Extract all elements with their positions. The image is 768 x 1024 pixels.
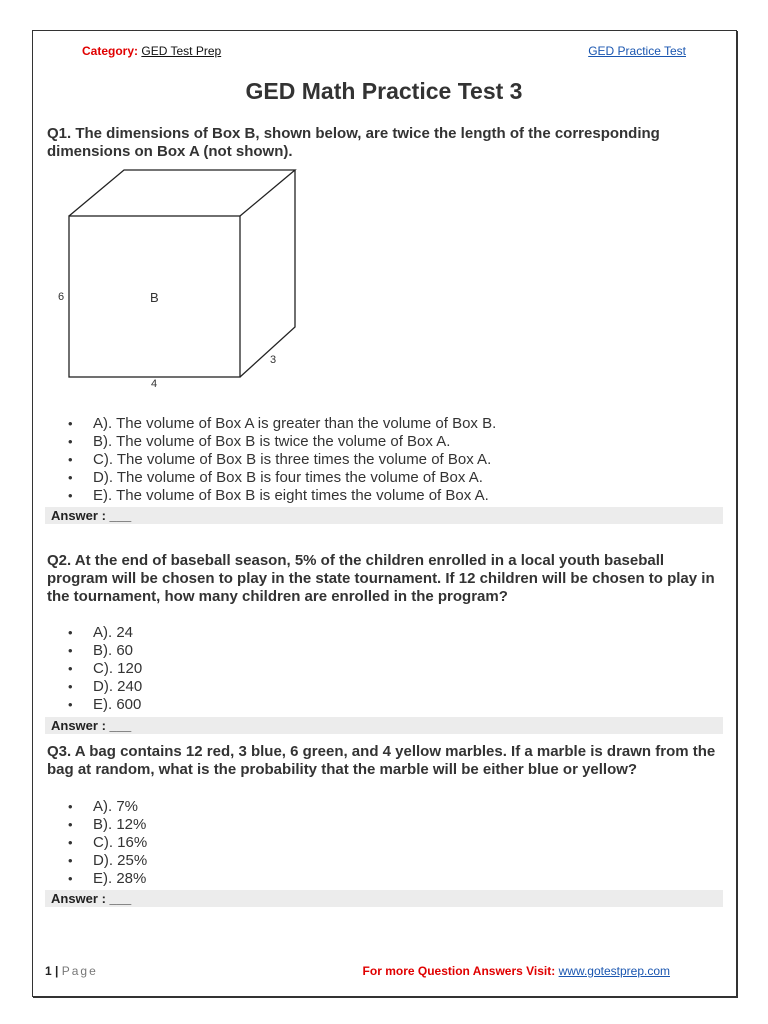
page-footer-number: [45, 964, 98, 978]
option-b: • B). 60: [68, 642, 142, 660]
option-d: • D). 25%: [68, 852, 147, 870]
option-e: • E). 28%: [68, 870, 147, 888]
answer-label: Answer : ___: [51, 891, 132, 906]
option-b: • B). 12%: [68, 816, 147, 834]
option-e: • E). 600: [68, 696, 142, 714]
page-word: Page: [61, 964, 98, 978]
option-d: • D). The volume of Box B is four times the volume of Box A.: [68, 469, 496, 487]
width-label: 4: [151, 378, 158, 390]
option-d: • D). 240: [68, 678, 142, 696]
box-b-figure: [50, 160, 310, 392]
depth-label: 3: [270, 354, 277, 366]
page-number: 1: [45, 964, 52, 978]
question-3-answer: [45, 890, 723, 907]
option-c: • C). 120: [68, 660, 142, 678]
page-footer-visit: [363, 964, 670, 978]
question-1-answer: [45, 507, 723, 524]
visit-text: For more Question Answers Visit:: [362, 964, 556, 978]
question-1-text: Q1. The dimensions of Box B, shown below, are twice the length of the corresponding dimensions on Box A (not shown).: [47, 125, 660, 160]
question-2-options: [68, 624, 142, 714]
ged-practice-test-link[interactable]: GED Practice Test: [588, 44, 686, 58]
category-link[interactable]: GED Test Prep: [141, 44, 222, 58]
option-c: • C). The volume of Box B is three times the volume of Box A.: [68, 451, 496, 469]
page-title: GED Math Practice Test 3: [245, 78, 523, 104]
question-3-text: Q3. A bag contains 12 red, 3 blue, 6 green, and 4 yellow marbles. If a marble is drawn from the bag at random, what is the probability that the marble will be either blue or yellow?: [47, 743, 716, 778]
option-b: • B). The volume of Box B is twice the volume of Box A.: [68, 433, 496, 451]
option-a: • A). 7%: [68, 798, 147, 816]
box-top-face: [69, 170, 295, 216]
option-e: • E). The volume of Box B is eight times the volume of Box A.: [68, 487, 496, 505]
answer-label: Answer : ___: [51, 718, 132, 733]
question-2-text: Q2. At the end of baseball season, 5% of the children enrolled in a local youth baseball program will be chosen to play in the state tournament. If 12 children will be chosen to play in the tournament, how many children are enrolled in the program?: [47, 552, 715, 605]
option-a: • A). The volume of Box A is greater than the volume of Box B.: [68, 415, 496, 433]
page-separator: |: [55, 964, 59, 978]
page-header: [82, 44, 686, 62]
option-a: • A). 24: [68, 624, 142, 642]
option-c: • C). 16%: [68, 834, 147, 852]
answer-label: Answer : ___: [51, 508, 132, 523]
visit-url-link[interactable]: www.gotestprep.com: [558, 964, 670, 978]
question-1-options: [68, 415, 496, 505]
box-side-face: [240, 170, 295, 377]
question-3-options: [68, 798, 147, 888]
box-label: B: [150, 290, 159, 305]
question-2-answer: [45, 717, 723, 734]
height-label: 6: [58, 291, 65, 303]
category-label: Category:: [82, 44, 139, 58]
